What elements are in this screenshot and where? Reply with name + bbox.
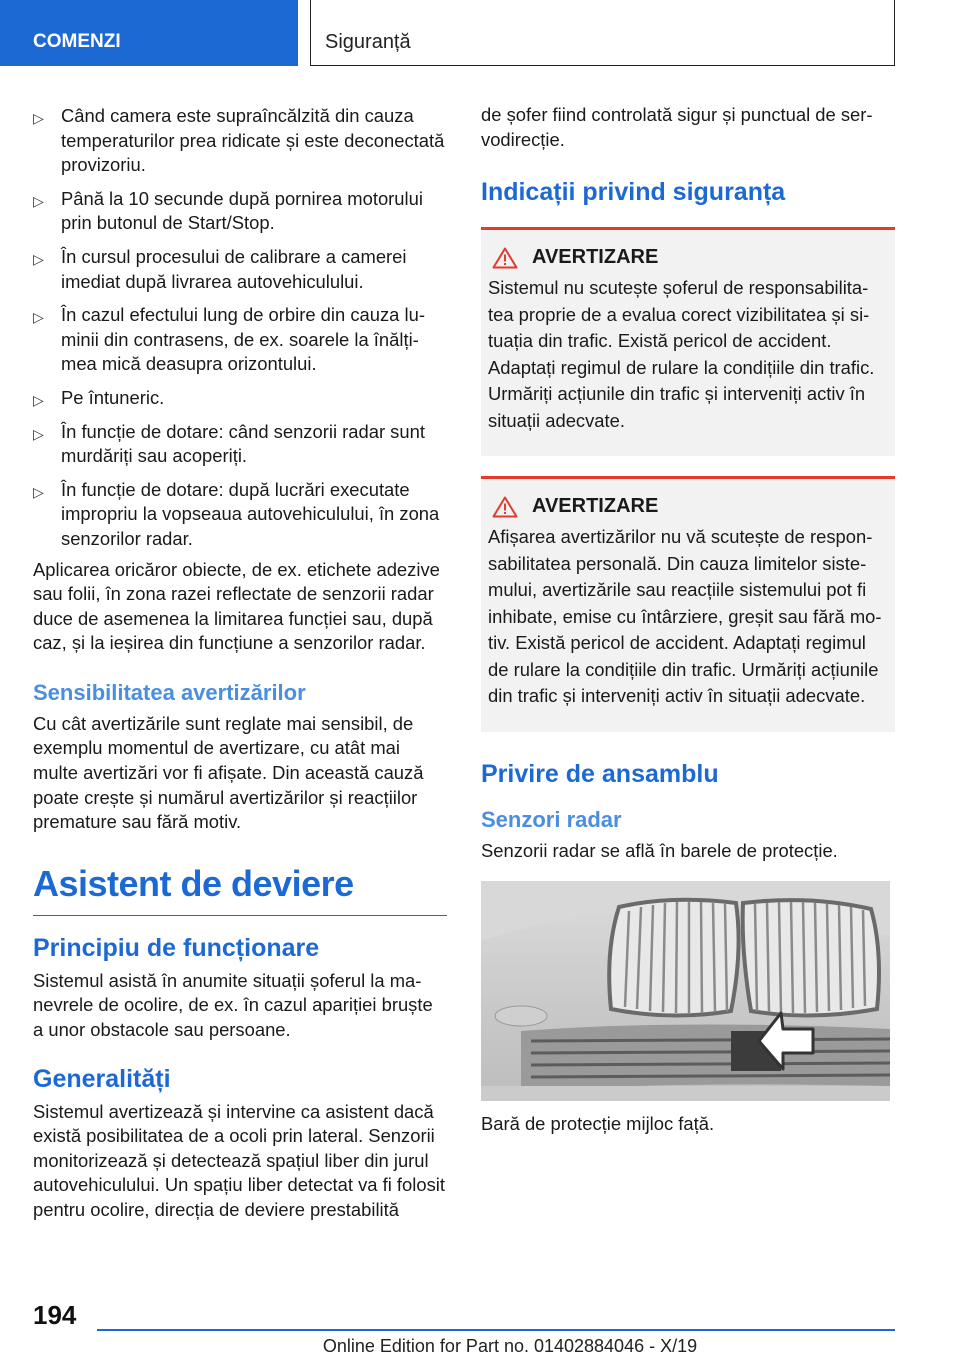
warning-box xyxy=(481,476,895,732)
heading-sensitivity: Sensibilitatea avertizărilor xyxy=(33,679,306,705)
footer-divider xyxy=(97,1329,895,1331)
footer-edition: Online Edition for Part no. 01402884046 - X/19 xyxy=(322,1336,698,1356)
heading-safety: Indicații privind siguranța xyxy=(481,178,786,207)
heading-principle: Principiu de funcționare xyxy=(33,933,320,962)
list-item: ▷ În cursul procesului de calibrare a camerei imediat după livrarea autovehiculului. xyxy=(33,245,407,292)
page-number: 194 xyxy=(33,1300,77,1330)
bullet-triangle-icon: ▷ xyxy=(33,192,44,209)
warning-header xyxy=(488,495,887,518)
chapter-heading: Asistent de deviere xyxy=(33,863,447,916)
chapter-tab[interactable]: COMENZI xyxy=(0,0,298,66)
heading-overview: Privire de ansamblu xyxy=(481,759,719,788)
paragraph-radar: Senzorii radar se află în barele de protecție. xyxy=(481,839,838,861)
right-column xyxy=(481,104,895,1135)
bumper-image xyxy=(481,881,890,1101)
paragraph-stickers: Aplicarea oricăror obiecte, de ex. etichete adezive sau folii, în zona razei reflectate de senzorii radar duce de asemenea la limitarea funcției sau, după caz, și la ieșirea din funcțiune a senzorilor radar. xyxy=(33,558,440,654)
paragraph-sensitivity: Cu cât avertizările sunt reglate mai sensibil, de exemplu momentul de avertizare, cu atât mai multe avertizări vor fi afișate. Din această cauză poate crește și numărul avertizărilor și reacțiilor premature sau fără motiv. xyxy=(33,712,424,833)
kidney-grille-left xyxy=(609,900,738,1016)
paragraph-continued: de șofer fiind controlată sigur și punctual de servodirecție. xyxy=(481,104,873,150)
bullet-triangle-icon: ▷ xyxy=(33,309,44,326)
warning-triangle-icon xyxy=(492,496,518,518)
left-column xyxy=(33,104,447,1223)
bullet-triangle-icon: ▷ xyxy=(33,110,44,126)
warning-title: AVERTIZARE xyxy=(532,495,659,518)
limitations-list xyxy=(33,104,447,552)
paragraph-general: Sistemul avertizează și intervine ca asistent dacă există posibilitatea de a ocoli prin lateral. Senzorii monitorizează și detectează spațiul liber din jurul autovehiculului. Un spațiu liber detectat va fi folosit pentru ocolire, direcția de deviere prestabilită xyxy=(33,1100,445,1220)
list-item: ▷ Când camera este supraîncălzită din cauza temperaturilor prea ridicate și este deconectată provizoriu. xyxy=(33,105,445,176)
kidney-grille-right xyxy=(743,900,879,1015)
warning-box xyxy=(481,227,895,456)
list-item: ▷ Până la 10 secunde după pornirea motorului prin butonul de Start/Stop. xyxy=(33,187,423,234)
list-item: ▷ În funcție de dotare: după lucrări executate impropriu la vopseaua autovehiculului, în zona senzorilor radar. xyxy=(33,478,440,549)
bullet-triangle-icon: ▷ xyxy=(33,250,44,267)
list-item: ▷ În cazul efectului lung de orbire din cauza luminii din contrasens, de ex. soarele la înălțimea mică deasupra orizontului. xyxy=(33,304,425,375)
heading-general: Generalități xyxy=(33,1064,171,1093)
warning-title: AVERTIZARE xyxy=(532,246,659,269)
list-item: ▷ În funcție de dotare: când senzorii radar sunt murdăriți sau acoperiți. xyxy=(33,420,425,467)
list-item: ▷ Pe întuneric. xyxy=(33,386,447,411)
warning-header xyxy=(488,246,887,269)
image-caption: Bară de protecție mijloc față. xyxy=(481,1113,715,1135)
bullet-triangle-icon: ▷ xyxy=(33,483,44,500)
bullet-triangle-icon: ▷ xyxy=(33,425,44,442)
warning-triangle-icon xyxy=(492,247,518,269)
section-title: Siguranță xyxy=(310,0,895,66)
warning-text: Afișarea avertizărilor nu vă scutește de responsabilitatea personală. Din cauza limitelor sistemului, avertizările sau reacțiile sistemului pot fi inhibate, emise cu întârziere, greșit sau fără motiv. Există pericol de accident. Adaptați regimul de rulare la condițiile din trafic. Urmăriți acțiunile din trafic și interveniți activ în situații adecvate. xyxy=(488,526,882,707)
bullet-triangle-icon: ▷ xyxy=(33,391,44,408)
page-header xyxy=(0,0,960,66)
paragraph-principle: Sistemul asistă în anumite situații șoferul la manevrele de ocolire, de ex. în cazul apariției bruște a unor obstacole sau persoane. xyxy=(33,969,433,1041)
warning-text: Sistemul nu scutește șoferul de responsabilitatea proprie de a evalua corect vizibilitatea și situația din trafic. Există pericol de accident. Adaptați regimul de rulare la condițiile din trafic. Urmăriți acțiunile din trafic și interveniți activ în situații adecvate. xyxy=(488,277,875,431)
heading-radar: Senzori radar xyxy=(481,806,622,832)
